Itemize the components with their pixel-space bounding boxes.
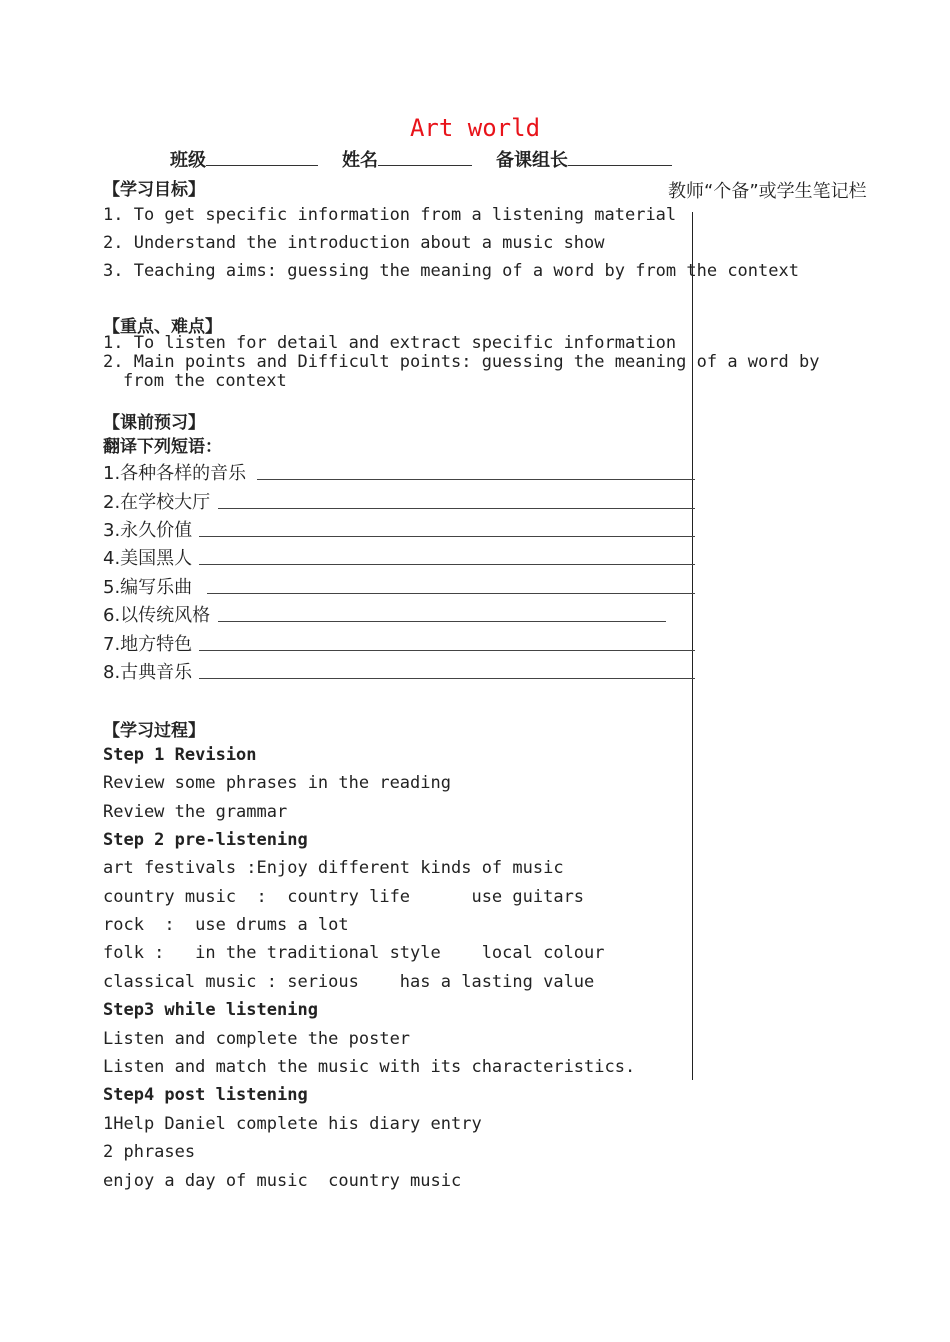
- step3-line: Listen and match the music with its characteristics.: [103, 1057, 636, 1077]
- translation-item: 6.以传统风格: [103, 605, 211, 626]
- header-leader: [496, 146, 672, 172]
- step4-line: 1Help Daniel complete his diary entry: [103, 1114, 482, 1134]
- step4-line: enjoy a day of music country music: [103, 1171, 462, 1191]
- objective-item: 1. To get specific information from a listening material: [103, 205, 677, 225]
- translation-blank[interactable]: [218, 621, 666, 622]
- step4-line: 2 phrases: [103, 1142, 196, 1162]
- class-label: 班级: [170, 150, 206, 171]
- translation-blank[interactable]: [207, 593, 695, 594]
- translation-blank[interactable]: [199, 536, 695, 537]
- translation-item: 8.古典音乐: [103, 662, 193, 683]
- translation-blank[interactable]: [199, 650, 695, 651]
- translation-item: 4.美国黑人: [103, 548, 193, 569]
- preview-subheading: 翻译下列短语：: [103, 437, 222, 457]
- leader-blank[interactable]: [568, 147, 672, 166]
- translation-item: 7.地方特色: [103, 634, 193, 655]
- step3-heading: Step3 while listening: [103, 1000, 318, 1020]
- objective-item: 2. Understand the introduction about a music show: [103, 233, 605, 253]
- translation-blank[interactable]: [199, 564, 695, 565]
- key-point-item: 2. Main points and Difficult points: guessing the meaning of a word by: [103, 352, 820, 372]
- notes-column-label: 教师“个备”或学生笔记栏: [668, 181, 867, 202]
- translation-item: 2.在学校大厅: [103, 492, 211, 513]
- step1-heading: Step 1 Revision: [103, 745, 257, 765]
- step2-line: country music : country life use guitars: [103, 887, 585, 907]
- header-name: [342, 146, 472, 172]
- translation-blank[interactable]: [218, 508, 695, 509]
- step2-heading: Step 2 pre-listening: [103, 830, 308, 850]
- header-class: [170, 146, 318, 172]
- objective-item: 3. Teaching aims: guessing the meaning of a word by from the context: [103, 261, 799, 281]
- key-points-heading: 【重点、难点】: [103, 317, 222, 337]
- objectives-heading: 【学习目标】: [103, 180, 205, 200]
- name-label: 姓名: [342, 150, 378, 171]
- step1-line: Review the grammar: [103, 802, 288, 822]
- step2-line: folk : in the traditional style local colour: [103, 943, 605, 963]
- translation-item: 5.编写乐曲: [103, 577, 193, 598]
- translation-blank[interactable]: [257, 479, 695, 480]
- step3-line: Listen and complete the poster: [103, 1029, 411, 1049]
- step1-line: Review some phrases in the reading: [103, 773, 451, 793]
- step2-line: rock : use drums a lot: [103, 915, 349, 935]
- name-blank[interactable]: [378, 147, 472, 166]
- process-heading: 【学习过程】: [103, 721, 205, 741]
- step4-heading: Step4 post listening: [103, 1085, 308, 1105]
- key-point-item-continued: from the context: [123, 371, 287, 391]
- preview-heading: 【课前预习】: [103, 413, 205, 433]
- step2-line: art festivals :Enjoy different kinds of music: [103, 858, 564, 878]
- step2-line: classical music : serious has a lasting value: [103, 972, 595, 992]
- translation-item: 1.各种各样的音乐: [103, 463, 247, 484]
- translation-blank[interactable]: [199, 678, 695, 679]
- notes-column-divider: [692, 212, 693, 1080]
- page-title: Art world: [409, 114, 541, 142]
- leader-label: 备课组长: [496, 150, 568, 171]
- translation-item: 3.永久价值: [103, 520, 193, 541]
- key-point-item: 1. To listen for detail and extract specific information: [103, 333, 677, 353]
- class-blank[interactable]: [206, 147, 318, 166]
